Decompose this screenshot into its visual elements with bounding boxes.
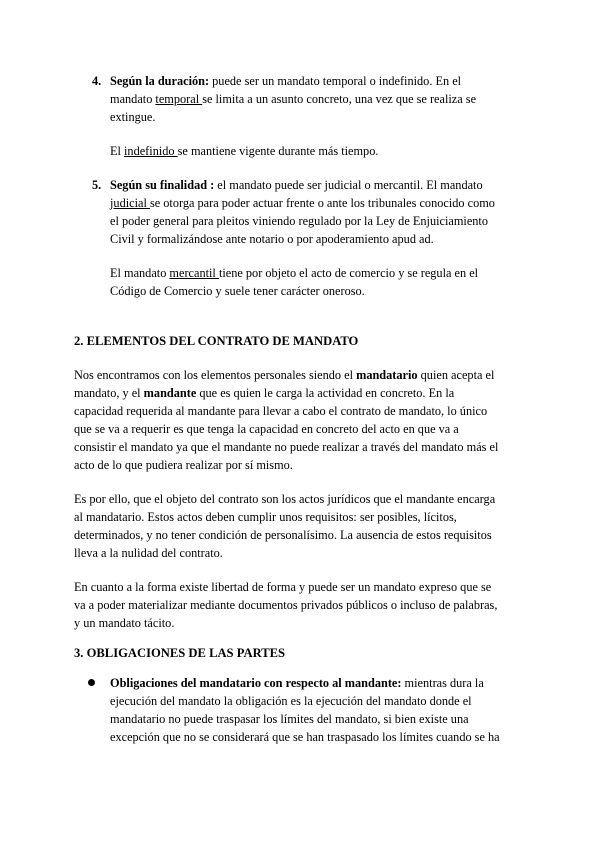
section-3-heading: 3. OBLIGACIONES DE LAS PARTES <box>74 646 286 660</box>
s2-p2-line2: al mandatario. Estos actos deben cumplir unos requisitos: ser posibles, lícitos, <box>74 510 457 524</box>
s3-b1-title: Obligaciones del mandatario con respecto al mandante: <box>110 676 402 690</box>
s2-p1-l2-pre: mandato, y el <box>74 386 144 400</box>
s2-p1-line4: que se va a requerir es que tenga la capacidad en concreto del acto en que va a <box>74 422 459 436</box>
item5-line1 <box>110 176 483 194</box>
item4-title: Según la duración: <box>110 74 210 88</box>
underlined-term-temporal: temporal <box>155 92 203 106</box>
bullet-dot <box>88 679 95 686</box>
item4-line3: extingue. <box>110 110 156 124</box>
item4-p2-post: se mantiene vigente durante más tiempo. <box>177 144 379 158</box>
s2-p1-l1-post: quien acepta el <box>417 368 495 382</box>
term-mandante: mandante <box>143 386 197 400</box>
item4-line2 <box>110 90 476 108</box>
s2-p3-line2: va a poder materializar mediante documentos privados públicos o incluso de palabras, <box>74 598 498 612</box>
s3-b1-line2: ejecución del mandato la obligación es la ejecución del mandato donde el <box>110 694 472 708</box>
underlined-term-mercantil: mercantil <box>169 266 219 280</box>
item4-line1 <box>110 72 461 90</box>
underlined-term-indefinido: indefinido <box>124 144 178 158</box>
s3-b1-line3: mandatario no puede traspasar los límites del mandato, si bien existe una <box>110 712 469 726</box>
list-number-4: 4. <box>92 74 102 88</box>
s2-p2-line4: lleva a la nulidad del contrato. <box>74 546 223 560</box>
term-mandatario: mandatario <box>356 368 418 382</box>
s2-p1-line1 <box>74 366 494 384</box>
s3-b1-line4: excepción que no se considerará que se han traspasado los límites cuando se ha <box>110 730 500 744</box>
list-number-5: 5. <box>92 178 102 192</box>
item4-line2-pre: mandato <box>110 92 156 106</box>
item4-line2-post: se limita a un asunto concreto, una vez que se realiza se <box>202 92 477 106</box>
s2-p1-line3: capacidad requerida al mandante para llevar a cabo el contrato de mandato, lo único <box>74 404 488 418</box>
item5-line1-text: el mandato puede ser judicial o mercantil. El mandato <box>214 178 483 192</box>
s2-p2-line3: determinados, y no tener condición de personalísimo. La ausencia de estos requisitos <box>74 528 492 542</box>
s2-p1-line5: consistir el mandato ya que el mandante no puede realizar a través del mandato más el <box>74 440 499 454</box>
item5-paragraph2-line2: Código de Comercio y suele tener carácter oneroso. <box>110 284 365 298</box>
underlined-term-judicial: judicial <box>110 196 150 210</box>
item5-p2-pre: El mandato <box>110 266 170 280</box>
s2-p1-line6: acto de lo que pudiera realizar por sí mismo. <box>74 458 293 472</box>
item5-title: Según su finalidad : <box>110 178 215 192</box>
item5-paragraph2 <box>110 264 478 282</box>
item4-p2-pre: El <box>110 144 125 158</box>
item4-line1-text: puede ser un mandato temporal o indefinido. En el <box>209 74 462 88</box>
item5-p2-post: tiene por objeto el acto de comercio y se regula en el <box>218 266 479 280</box>
s2-p1-l2-post: que es quien le carga la actividad en concreto. En la <box>196 386 455 400</box>
item5-line3: el poder general para pleitos viniendo regulado por la Ley de Enjuiciamiento <box>110 214 488 228</box>
s3-b1-line1-text: mientras dura la <box>401 676 484 690</box>
item5-line4: Civil y formalizándose ante notario o por apoderamiento apud ad. <box>110 232 434 246</box>
item4-paragraph2 <box>110 142 378 160</box>
s2-p1-line2 <box>74 384 454 402</box>
s2-p3-line1: En cuanto a la forma existe libertad de forma y puede ser un mandato expreso que se <box>74 580 492 594</box>
s2-p2-line1: Es por ello, que el objeto del contrato son los actos jurídicos que el mandante encarga <box>74 492 496 506</box>
item5-line2 <box>110 194 495 212</box>
section-2-heading: 2. ELEMENTOS DEL CONTRATO DE MANDATO <box>74 334 359 348</box>
s2-p1-l1-pre: Nos encontramos con los elementos personales siendo el <box>74 368 357 382</box>
item5-line2-post: se otorga para poder actuar frente o ante los tribunales conocido como <box>149 196 495 210</box>
s3-b1-line1 <box>110 674 484 692</box>
s2-p3-line3: y un mandato tácito. <box>74 616 175 630</box>
